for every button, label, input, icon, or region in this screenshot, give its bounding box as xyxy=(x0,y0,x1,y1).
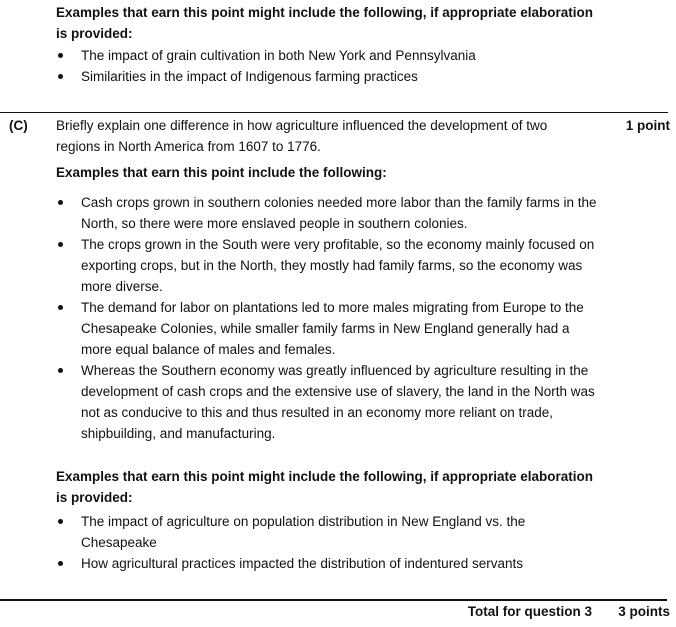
top-examples-heading: Examples that earn this point might include the following, if appropriate elaboration is provided: xyxy=(56,5,594,41)
list-item: The crops grown in the South were very profitable, so the economy mainly focused on exporting crops, but in the North, they mostly had family farms, so the economy was more diverse. xyxy=(56,234,601,297)
list-item: Similarities in the impact of Indigenous farming practices xyxy=(56,66,601,87)
bullet-icon xyxy=(58,305,63,310)
total-points: 3 points xyxy=(618,604,670,619)
footer-divider xyxy=(0,599,667,601)
total-label: Total for question 3 xyxy=(467,604,592,619)
bullet-icon xyxy=(58,561,63,566)
bullet-icon xyxy=(58,242,63,247)
examples-heading: Examples that earn this point include the following: xyxy=(56,165,387,180)
list-item: Whereas the Southern economy was greatly influenced by agriculture resulting in the development of cash crops and the extensive use of slavery, the land in the North was not as conducive to this and thus resulted in an economy more reliant on trade, shipbuilding, and manufacturing. xyxy=(56,360,601,444)
part-c-prompt: Briefly explain one difference in how agriculture influenced the development of two regions in North America from 1607 to 1776. xyxy=(56,118,548,154)
bullet-icon xyxy=(58,74,63,79)
examples-list xyxy=(56,192,601,444)
list-item: The impact of agriculture on population distribution in New England vs. the Chesapeake xyxy=(56,511,601,553)
top-examples-list xyxy=(56,45,601,87)
part-label: (C) xyxy=(9,118,28,133)
list-item: The demand for labor on plantations led to more males migrating from Europe to the Chesapeake Colonies, while smaller family farms in New England generally had a more equal balance of males and females. xyxy=(56,297,601,360)
bullet-icon xyxy=(58,53,63,58)
list-item: The impact of grain cultivation in both New York and Pennsylvania xyxy=(56,45,601,66)
bullet-icon xyxy=(58,368,63,373)
elaboration-list xyxy=(56,511,601,574)
part-c-points: 1 point xyxy=(625,118,670,133)
list-item: How agricultural practices impacted the distribution of indentured servants xyxy=(56,553,601,574)
bullet-icon xyxy=(58,519,63,524)
bullet-icon xyxy=(58,200,63,205)
section-divider xyxy=(0,112,668,113)
elaboration-heading: Examples that earn this point might include the following, if appropriate elaboration is provided: xyxy=(56,469,594,505)
list-item: Cash crops grown in southern colonies needed more labor than the family farms in the North, so there were more enslaved people in southern colonies. xyxy=(56,192,601,234)
